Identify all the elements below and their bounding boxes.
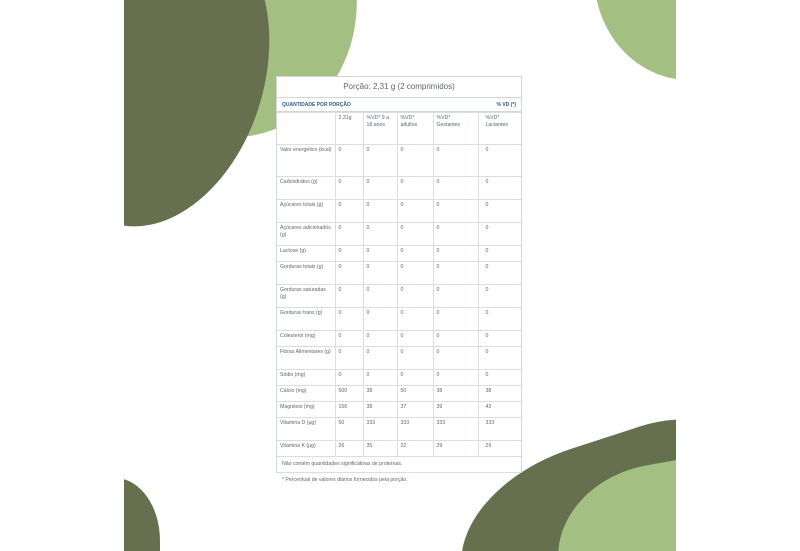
nutrient-value: 22	[397, 441, 433, 457]
decorative-blob	[594, 0, 676, 80]
column-header: 2,31g	[335, 113, 363, 145]
table-row	[277, 145, 521, 177]
nutrient-value: 0	[397, 145, 433, 177]
nutrient-value: 0	[335, 145, 363, 177]
column-header: %VD* adultos	[397, 113, 433, 145]
column-header: %VD* Gestantes	[433, 113, 478, 145]
nutrient-name: Gorduras trans (g)	[277, 308, 335, 331]
nutrient-value: 333	[397, 418, 433, 441]
nutrient-value: 0	[363, 200, 397, 223]
nutrient-value: 0	[433, 331, 478, 347]
daily-value-label: % VD (*)	[496, 101, 516, 108]
nutrient-value: 0	[397, 285, 433, 308]
nutrient-value: 0	[433, 177, 478, 200]
nutrient-value: 39	[433, 402, 478, 418]
nutrient-value: 26	[335, 441, 363, 457]
nutrient-value: 0	[397, 177, 433, 200]
daily-value-footnote: * Percentual de valores diários fornecidos pela porção.	[282, 477, 408, 483]
nutrient-value: 0	[478, 285, 521, 308]
nutrient-name: Açúcares totais (g)	[277, 200, 335, 223]
nutrient-value: 0	[478, 145, 521, 177]
nutrient-value: 0	[478, 246, 521, 262]
table-row	[277, 308, 521, 331]
nutrient-value: 0	[363, 331, 397, 347]
nutrient-value: 0	[433, 370, 478, 386]
nutrient-value: 0	[335, 285, 363, 308]
nutrient-value: 0	[335, 200, 363, 223]
nutrient-value: 29	[478, 441, 521, 457]
nutrient-value: 0	[363, 347, 397, 370]
table-header-row	[277, 113, 521, 145]
nutrient-name: Gorduras totais (g)	[277, 262, 335, 285]
nutrient-value: 0	[335, 331, 363, 347]
nutrient-value: 0	[363, 177, 397, 200]
table-row	[277, 386, 521, 402]
nutrient-value: 43	[478, 402, 521, 418]
nutrient-value: 333	[363, 418, 397, 441]
nutrient-value: 38	[433, 386, 478, 402]
nutrient-name: Valor energético (kcal)	[277, 145, 335, 177]
nutrient-value: 0	[335, 347, 363, 370]
nutrient-value: 0	[335, 177, 363, 200]
nutrient-value: 37	[397, 402, 433, 418]
nutrient-value: 0	[433, 223, 478, 246]
nutrient-value: 0	[478, 370, 521, 386]
nutrient-value: 0	[397, 246, 433, 262]
column-header: %VD* 9 a 18 anos	[363, 113, 397, 145]
nutrient-value: 0	[363, 145, 397, 177]
quantity-header-row	[277, 98, 521, 112]
nutrient-value: 0	[397, 200, 433, 223]
nutrient-value: 333	[478, 418, 521, 441]
table-row	[277, 246, 521, 262]
nutrient-value: 0	[335, 308, 363, 331]
nutrient-value: 0	[433, 246, 478, 262]
nutrient-name: Sódio (mg)	[277, 370, 335, 386]
nutrient-value: 0	[363, 370, 397, 386]
column-header	[277, 113, 335, 145]
table-row	[277, 347, 521, 370]
nutrient-name: Carboidratos (g)	[277, 177, 335, 200]
nutrient-value: 333	[433, 418, 478, 441]
nutrient-value: 0	[363, 308, 397, 331]
nutrient-value: 0	[335, 262, 363, 285]
nutrient-value: 0	[335, 246, 363, 262]
table-row	[277, 200, 521, 223]
nutrient-value: 38	[478, 386, 521, 402]
nutrient-value: 0	[433, 347, 478, 370]
nutrient-value: 0	[478, 347, 521, 370]
column-header: %VD* Lactantes	[478, 113, 521, 145]
nutrient-value: 0	[397, 347, 433, 370]
nutrient-value: 0	[397, 331, 433, 347]
nutrient-name: Vitamina D (µg)	[277, 418, 335, 441]
nutrient-value: 0	[478, 331, 521, 347]
table-row	[277, 441, 521, 457]
table-row	[277, 402, 521, 418]
nutrient-value: 0	[335, 370, 363, 386]
table-row	[277, 418, 521, 441]
nutrient-name: Lactose (g)	[277, 246, 335, 262]
nutrient-value: 0	[397, 370, 433, 386]
nutrition-facts-table	[276, 76, 522, 483]
quantity-per-portion-label: QUANTIDADE POR PORÇÃO	[282, 101, 351, 108]
nutrient-value: 0	[363, 246, 397, 262]
nutrient-value: 0	[478, 223, 521, 246]
nutrient-value: 50	[335, 418, 363, 441]
portion-title: Porção: 2,31 g (2 comprimidos)	[277, 77, 521, 98]
nutrient-value: 0	[478, 200, 521, 223]
nutrient-value: 38	[363, 402, 397, 418]
table-row	[277, 285, 521, 308]
nutrient-name: Colesterol (mg)	[277, 331, 335, 347]
nutrient-value: 0	[397, 223, 433, 246]
nutrient-name: Açúcares adicionados (g)	[277, 223, 335, 246]
decorative-blob	[124, 478, 160, 551]
nutrient-value: 156	[335, 402, 363, 418]
nutrient-value: 0	[478, 308, 521, 331]
nutrient-name: Gorduras saturadas (g)	[277, 285, 335, 308]
nutrient-value: 0	[397, 308, 433, 331]
nutrient-value: 0	[433, 145, 478, 177]
nutrient-value: 0	[433, 200, 478, 223]
nutrient-value: 0	[433, 285, 478, 308]
nutrient-value: 0	[433, 262, 478, 285]
protein-note: Não contém quantidades significativas de proteínas.	[277, 457, 521, 473]
nutrient-name: Vitamina K (µg)	[277, 441, 335, 457]
nutrient-value: 0	[397, 262, 433, 285]
table-row	[277, 223, 521, 246]
table-row	[277, 262, 521, 285]
nutrient-name: Cálcio (mg)	[277, 386, 335, 402]
nutrient-table	[277, 112, 521, 457]
nutrient-value: 500	[335, 386, 363, 402]
table-row	[277, 370, 521, 386]
nutrient-value: 29	[433, 441, 478, 457]
nutrient-value: 0	[363, 262, 397, 285]
nutrient-value: 35	[363, 441, 397, 457]
table-row	[277, 331, 521, 347]
nutrient-value: 0	[478, 177, 521, 200]
nutrient-name: Fibras Alimentares (g)	[277, 347, 335, 370]
nutrient-value: 0	[433, 308, 478, 331]
nutrient-name: Magnésio (mg)	[277, 402, 335, 418]
nutrient-value: 0	[478, 262, 521, 285]
nutrient-value: 0	[363, 285, 397, 308]
nutrient-value: 0	[335, 223, 363, 246]
table-row	[277, 177, 521, 200]
nutrient-value: 38	[363, 386, 397, 402]
nutrient-value: 0	[363, 223, 397, 246]
nutrient-value: 50	[397, 386, 433, 402]
